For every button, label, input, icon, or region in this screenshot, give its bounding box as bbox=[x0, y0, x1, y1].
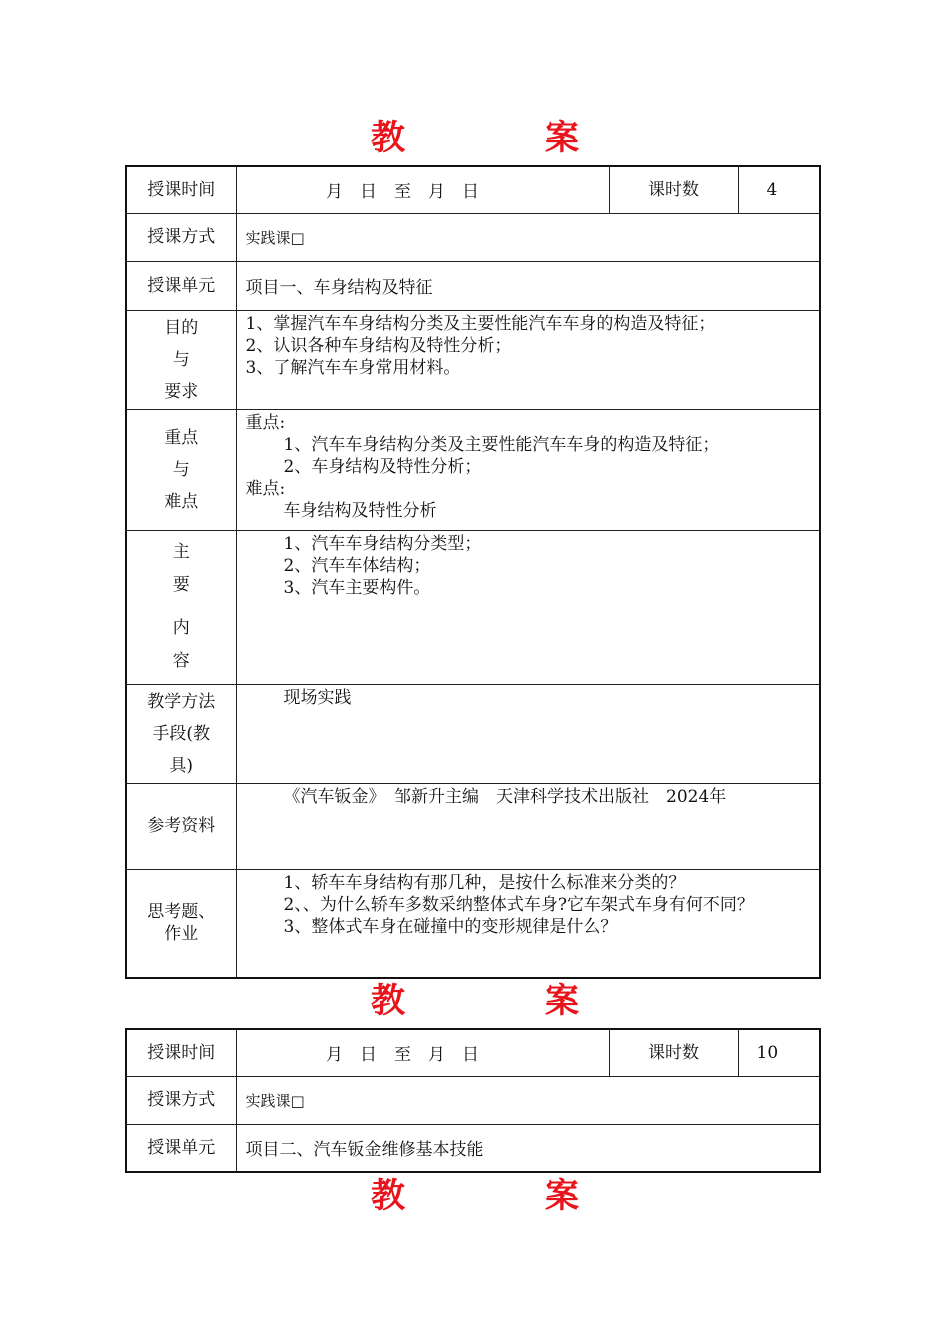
hours-label: 课时数 bbox=[609, 166, 738, 213]
time-value: 月 日 至 月 日 bbox=[236, 1029, 609, 1076]
key-heading: 重点: bbox=[245, 412, 286, 433]
mode-label: 授课方式 bbox=[126, 1076, 236, 1124]
goal-label: 目的 与 要求 bbox=[126, 310, 236, 409]
unit-value: 项目一、车身结构及特征 bbox=[236, 261, 820, 310]
title-char-left: 教 bbox=[371, 981, 405, 1021]
method-label: 教学方法 手段(教 具) bbox=[126, 684, 236, 783]
homework-item: 2、、为什么轿车多数采纳整体式车身?它车架式车身有何不同？ bbox=[283, 894, 754, 915]
title-char-right: 案 bbox=[545, 981, 579, 1021]
lesson-plan-table-2 bbox=[125, 1028, 821, 1173]
homework-list bbox=[236, 869, 820, 978]
content-list bbox=[236, 530, 820, 684]
title-char-right: 案 bbox=[545, 1176, 579, 1216]
ref-value: 《汽车钣金》 邹新升主编 天津科学技术出版社 2024年 bbox=[283, 786, 727, 807]
goal-item: 1、掌握汽车车身结构分类及主要性能汽车车身的构造及特征； bbox=[245, 313, 716, 334]
mode-label: 授课方式 bbox=[126, 213, 236, 261]
homework-item: 3、整体式车身在碰撞中的变形规律是什么？ bbox=[283, 916, 618, 937]
goal-item: 3、了解汽车车身常用材料。 bbox=[245, 357, 461, 378]
method-cell bbox=[236, 684, 820, 783]
content-item: 3、汽车主要构件。 bbox=[283, 577, 431, 598]
title-char-left: 教 bbox=[371, 1176, 405, 1216]
doc-title-2 bbox=[0, 981, 950, 1021]
content-item: 1、汽车车身结构分类型； bbox=[283, 533, 482, 554]
homework-label: 思考题、 作业 bbox=[126, 869, 236, 978]
key-item: 2、车身结构及特性分析； bbox=[283, 456, 482, 477]
key-section bbox=[236, 409, 820, 530]
ref-cell bbox=[236, 783, 820, 869]
doc-title-3 bbox=[0, 1176, 950, 1216]
hours-value: 4 bbox=[738, 166, 820, 213]
hours-value: 10 bbox=[738, 1029, 820, 1076]
key-item: 1、汽车车身结构分类及主要性能汽车车身的构造及特征； bbox=[283, 434, 720, 455]
content-label: 主 要 内 容 bbox=[126, 530, 236, 684]
method-value: 现场实践 bbox=[283, 687, 352, 708]
doc-title-1 bbox=[0, 118, 950, 158]
unit-label: 授课单元 bbox=[126, 261, 236, 310]
homework-item: 1、轿车车身结构有那几种，是按什么标准来分类的？ bbox=[283, 872, 686, 893]
unit-value: 项目二、汽车钣金维修基本技能 bbox=[236, 1124, 820, 1172]
unit-label: 授课单元 bbox=[126, 1124, 236, 1172]
hard-item: 车身结构及特性分析 bbox=[283, 500, 437, 521]
hours-label: 课时数 bbox=[609, 1029, 738, 1076]
mode-value: 实践课□ bbox=[236, 1076, 820, 1124]
goal-list bbox=[236, 310, 820, 409]
time-label: 授课时间 bbox=[126, 1029, 236, 1076]
time-value: 月 日 至 月 日 bbox=[236, 166, 609, 213]
hard-heading: 难点: bbox=[245, 478, 286, 499]
time-label: 授课时间 bbox=[126, 166, 236, 213]
goal-item: 2、认识各种车身结构及特性分析； bbox=[245, 335, 512, 356]
key-label: 重点 与 难点 bbox=[126, 409, 236, 530]
title-char-left: 教 bbox=[371, 118, 405, 158]
content-item: 2、汽车车体结构； bbox=[283, 555, 431, 576]
mode-value: 实践课□ bbox=[236, 213, 820, 261]
title-char-right: 案 bbox=[545, 118, 579, 158]
ref-label: 参考资料 bbox=[126, 783, 236, 869]
lesson-plan-table-1 bbox=[125, 165, 821, 979]
